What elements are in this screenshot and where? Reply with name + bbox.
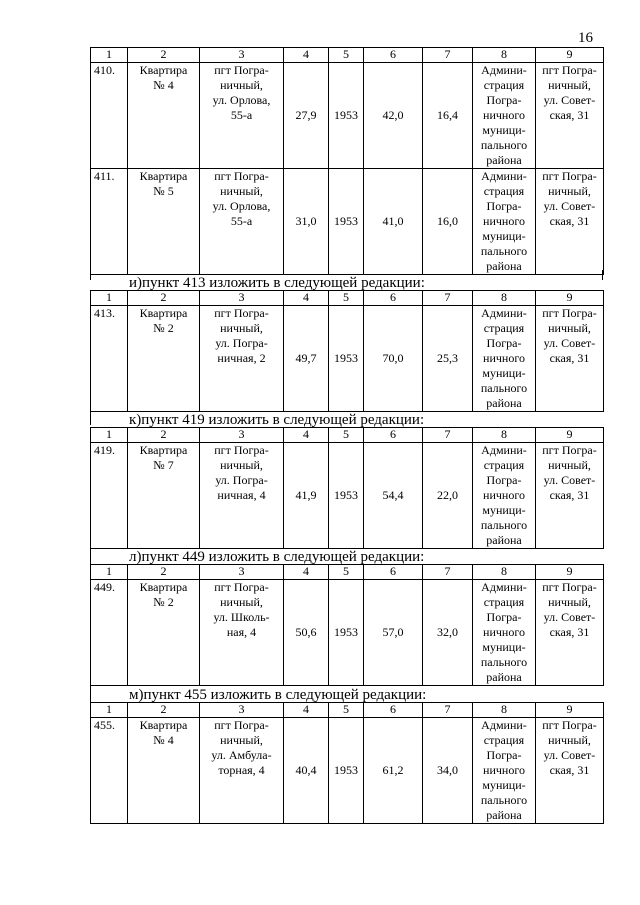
address-line: пгт Погра-: [214, 63, 269, 77]
cost-cell: 42,0: [364, 63, 423, 169]
section-3-heading: л)пункт 449 изложить в следующей редакции:: [129, 549, 425, 565]
address-line: ничный,: [220, 78, 263, 92]
column-number-cell: 8: [473, 703, 536, 718]
area-cell: 27,9: [284, 63, 329, 169]
holder-address-cell: [536, 580, 604, 686]
holder-address-line: ничный,: [548, 733, 591, 747]
column-number-cell: 4: [284, 48, 329, 63]
object-name-line: Квартира: [139, 306, 188, 320]
address-line: пгт Погра-: [214, 443, 269, 457]
column-number-row: [91, 703, 604, 718]
column-number-cell: 2: [128, 428, 200, 443]
holder-line: пального: [480, 244, 528, 258]
holder-line: Админи-: [481, 718, 527, 732]
address-line: торная, 4: [218, 763, 265, 777]
object-name-cell: [128, 443, 200, 549]
object-name-line: Квартира: [139, 63, 188, 77]
registry-table: [90, 290, 604, 412]
holder-address-cell: [536, 63, 604, 169]
holder-cell: [473, 443, 536, 549]
area-cell: 49,7: [284, 306, 329, 412]
item-number-cell: 449.: [91, 580, 128, 686]
column-number-cell: 2: [128, 48, 200, 63]
object-name-line: № 4: [153, 78, 174, 92]
cost-cell: 57,0: [364, 580, 423, 686]
address-cell: [200, 443, 284, 549]
page-number: 16: [578, 30, 593, 46]
holder-line: страция: [483, 733, 525, 747]
holder-address-line: ская, 31: [549, 488, 590, 502]
year-built-cell: 1953: [329, 306, 364, 412]
address-line: ничный,: [220, 595, 263, 609]
section-1-table: [90, 290, 603, 412]
holder-address-line: ничный,: [548, 78, 591, 92]
table-row: [91, 580, 604, 686]
cost-cell: 41,0: [364, 169, 423, 275]
address-line: ул. Погра-: [215, 473, 268, 487]
column-number-cell: 2: [128, 565, 200, 580]
holder-address-line: ничный,: [548, 595, 591, 609]
column-number-cell: 6: [364, 703, 423, 718]
holder-line: района: [486, 259, 522, 273]
holder-line: Админи-: [481, 443, 527, 457]
address-line: пгт Погра-: [214, 169, 269, 183]
holder-line: пального: [480, 655, 528, 669]
holder-line: района: [486, 153, 522, 167]
column-number-cell: 6: [364, 291, 423, 306]
holder-address-line: ул. Совет-: [543, 199, 596, 213]
address-line: пгт Погра-: [214, 306, 269, 320]
holder-line: пального: [480, 138, 528, 152]
column-number-cell: 3: [200, 291, 284, 306]
holder-line: района: [486, 533, 522, 547]
residual-value-cell: 22,0: [423, 443, 473, 549]
section-2-table: [90, 427, 603, 549]
holder-cell: [473, 169, 536, 275]
column-number-cell: 3: [200, 428, 284, 443]
year-built-cell: 1953: [329, 63, 364, 169]
section-0-table: [90, 47, 603, 275]
holder-line: ничного: [483, 625, 525, 639]
holder-line: страция: [483, 184, 525, 198]
holder-address-line: ул. Совет-: [543, 748, 596, 762]
holder-line: Админи-: [481, 169, 527, 183]
address-line: ничная, 4: [217, 488, 266, 502]
object-name-cell: [128, 718, 200, 824]
holder-address-line: ул. Совет-: [543, 610, 596, 624]
area-cell: 41,9: [284, 443, 329, 549]
holder-line: Погра-: [486, 610, 522, 624]
holder-line: пального: [480, 518, 528, 532]
holder-line: страция: [483, 78, 525, 92]
residual-value-cell: 16,4: [423, 63, 473, 169]
holder-cell: [473, 718, 536, 824]
address-line: пгт Погра-: [214, 580, 269, 594]
object-name-cell: [128, 169, 200, 275]
area-cell: 40,4: [284, 718, 329, 824]
item-number-cell: 413.: [91, 306, 128, 412]
year-built-cell: 1953: [329, 169, 364, 275]
column-number-row: [91, 48, 604, 63]
holder-address-line: пгт Погра-: [542, 443, 597, 457]
cost-cell: 54,4: [364, 443, 423, 549]
column-number-cell: 8: [473, 48, 536, 63]
holder-line: района: [486, 808, 522, 822]
object-name-line: № 2: [153, 595, 174, 609]
holder-line: муници-: [482, 229, 526, 243]
object-name-cell: [128, 580, 200, 686]
residual-value-cell: 16,0: [423, 169, 473, 275]
object-name-line: № 5: [153, 184, 174, 198]
holder-line: ничного: [483, 351, 525, 365]
column-number-cell: 3: [200, 48, 284, 63]
holder-cell: [473, 306, 536, 412]
holder-line: муници-: [482, 778, 526, 792]
blank-strip-3: [90, 548, 91, 564]
address-line: ул. Орлова,: [212, 93, 271, 107]
column-number-cell: 7: [423, 428, 473, 443]
column-number-cell: 3: [200, 565, 284, 580]
holder-line: района: [486, 670, 522, 684]
column-number-cell: 9: [536, 565, 604, 580]
holder-line: муници-: [482, 366, 526, 380]
address-line: ул. Орлова,: [212, 199, 271, 213]
holder-address-line: ская, 31: [549, 351, 590, 365]
holder-line: пального: [480, 793, 528, 807]
address-cell: [200, 718, 284, 824]
residual-value-cell: 34,0: [423, 718, 473, 824]
address-cell: [200, 580, 284, 686]
column-number-cell: 5: [329, 428, 364, 443]
address-line: 55-а: [230, 214, 253, 228]
column-number-cell: 9: [536, 291, 604, 306]
holder-address-line: пгт Погра-: [542, 169, 597, 183]
holder-line: страция: [483, 321, 525, 335]
column-number-cell: 2: [128, 291, 200, 306]
area-cell: 50,6: [284, 580, 329, 686]
column-number-cell: 5: [329, 703, 364, 718]
holder-line: Погра-: [486, 199, 522, 213]
column-number-cell: 5: [329, 48, 364, 63]
year-built-cell: 1953: [329, 718, 364, 824]
holder-line: района: [486, 396, 522, 410]
holder-address-cell: [536, 718, 604, 824]
item-number-cell: 411.: [91, 169, 128, 275]
holder-line: муници-: [482, 640, 526, 654]
column-number-cell: 7: [423, 703, 473, 718]
address-cell: [200, 169, 284, 275]
item-number-cell: 455.: [91, 718, 128, 824]
column-number-cell: 1: [91, 565, 128, 580]
section-4-heading: м)пункт 455 изложить в следующей редакции:: [129, 687, 427, 703]
address-line: ничный,: [220, 458, 263, 472]
registry-table: [90, 702, 604, 824]
object-name-line: № 7: [153, 458, 174, 472]
residual-value-cell: 32,0: [423, 580, 473, 686]
holder-line: Погра-: [486, 748, 522, 762]
holder-address-cell: [536, 169, 604, 275]
holder-address-line: ская, 31: [549, 763, 590, 777]
column-number-cell: 7: [423, 565, 473, 580]
address-line: ная, 4: [226, 625, 257, 639]
column-number-cell: 2: [128, 703, 200, 718]
holder-address-line: ская, 31: [549, 625, 590, 639]
table-row: [91, 718, 604, 824]
column-number-cell: 6: [364, 48, 423, 63]
holder-line: ничного: [483, 763, 525, 777]
address-line: ничный,: [220, 184, 263, 198]
section-1-heading: и)пункт 413 изложить в следующей редакции:: [129, 275, 425, 291]
column-number-cell: 6: [364, 565, 423, 580]
holder-cell: [473, 63, 536, 169]
item-number-cell: 410.: [91, 63, 128, 169]
column-number-row: [91, 565, 604, 580]
residual-value-cell: 25,3: [423, 306, 473, 412]
column-number-cell: 9: [536, 48, 604, 63]
holder-address-line: ничный,: [548, 458, 591, 472]
column-number-cell: 8: [473, 291, 536, 306]
holder-line: ничного: [483, 214, 525, 228]
column-number-cell: 9: [536, 428, 604, 443]
column-number-cell: 8: [473, 565, 536, 580]
registry-table: [90, 47, 604, 275]
address-cell: [200, 306, 284, 412]
address-line: ничная, 2: [217, 351, 266, 365]
column-number-cell: 4: [284, 565, 329, 580]
address-line: ул. Погра-: [215, 336, 268, 350]
holder-address-line: ничный,: [548, 321, 591, 335]
column-number-cell: 5: [329, 565, 364, 580]
table-row: [91, 63, 604, 169]
holder-address-line: ул. Совет-: [543, 473, 596, 487]
year-built-cell: 1953: [329, 580, 364, 686]
holder-line: ничного: [483, 488, 525, 502]
object-name-cell: [128, 63, 200, 169]
holder-line: муници-: [482, 123, 526, 137]
blank-strip-2: [90, 411, 91, 425]
holder-line: страция: [483, 458, 525, 472]
object-name-line: № 4: [153, 733, 174, 747]
column-number-row: [91, 291, 604, 306]
column-number-cell: 1: [91, 291, 128, 306]
object-name-line: Квартира: [139, 169, 188, 183]
holder-address-line: пгт Погра-: [542, 580, 597, 594]
cost-cell: 70,0: [364, 306, 423, 412]
holder-cell: [473, 580, 536, 686]
holder-line: Админи-: [481, 306, 527, 320]
column-number-cell: 7: [423, 291, 473, 306]
column-number-cell: 5: [329, 291, 364, 306]
column-number-cell: 4: [284, 428, 329, 443]
column-number-cell: 1: [91, 428, 128, 443]
object-name-line: Квартира: [139, 580, 188, 594]
address-line: ул. Амбула-: [211, 748, 272, 762]
holder-line: страция: [483, 595, 525, 609]
blank-strip-4: [90, 685, 91, 702]
address-line: ничный,: [220, 733, 263, 747]
address-line: ул. Школь-: [213, 610, 270, 624]
area-cell: 31,0: [284, 169, 329, 275]
column-number-cell: 1: [91, 48, 128, 63]
holder-address-line: пгт Погра-: [542, 306, 597, 320]
holder-line: Админи-: [481, 63, 527, 77]
holder-address-line: ская, 31: [549, 214, 590, 228]
column-number-cell: 7: [423, 48, 473, 63]
holder-line: Погра-: [486, 336, 522, 350]
holder-address-line: ул. Совет-: [543, 336, 596, 350]
cost-cell: 61,2: [364, 718, 423, 824]
object-name-line: № 2: [153, 321, 174, 335]
column-number-cell: 4: [284, 291, 329, 306]
object-name-line: Квартира: [139, 718, 188, 732]
column-number-cell: 4: [284, 703, 329, 718]
holder-address-cell: [536, 443, 604, 549]
section-2-heading: к)пункт 419 изложить в следующей редакции:: [129, 412, 425, 428]
section-3-table: [90, 564, 603, 686]
object-name-cell: [128, 306, 200, 412]
holder-line: муници-: [482, 503, 526, 517]
holder-address-line: ничный,: [548, 184, 591, 198]
holder-address-line: пгт Погра-: [542, 718, 597, 732]
holder-line: Погра-: [486, 93, 522, 107]
year-built-cell: 1953: [329, 443, 364, 549]
registry-table: [90, 427, 604, 549]
address-line: пгт Погра-: [214, 718, 269, 732]
holder-address-line: ул. Совет-: [543, 93, 596, 107]
table-row: [91, 169, 604, 275]
address-cell: [200, 63, 284, 169]
holder-address-line: ская, 31: [549, 108, 590, 122]
item-number-cell: 419.: [91, 443, 128, 549]
holder-address-cell: [536, 306, 604, 412]
column-number-cell: 6: [364, 428, 423, 443]
holder-line: ничного: [483, 108, 525, 122]
column-number-cell: 8: [473, 428, 536, 443]
section-4-table: [90, 702, 603, 824]
holder-line: Админи-: [481, 580, 527, 594]
object-name-line: Квартира: [139, 443, 188, 457]
table-row: [91, 306, 604, 412]
holder-line: Погра-: [486, 473, 522, 487]
column-number-cell: 3: [200, 703, 284, 718]
holder-address-line: пгт Погра-: [542, 63, 597, 77]
address-line: 55-а: [230, 108, 253, 122]
holder-line: пального: [480, 381, 528, 395]
table-row: [91, 443, 604, 549]
column-number-cell: 1: [91, 703, 128, 718]
registry-table: [90, 564, 604, 686]
column-number-row: [91, 428, 604, 443]
column-number-cell: 9: [536, 703, 604, 718]
address-line: ничный,: [220, 321, 263, 335]
